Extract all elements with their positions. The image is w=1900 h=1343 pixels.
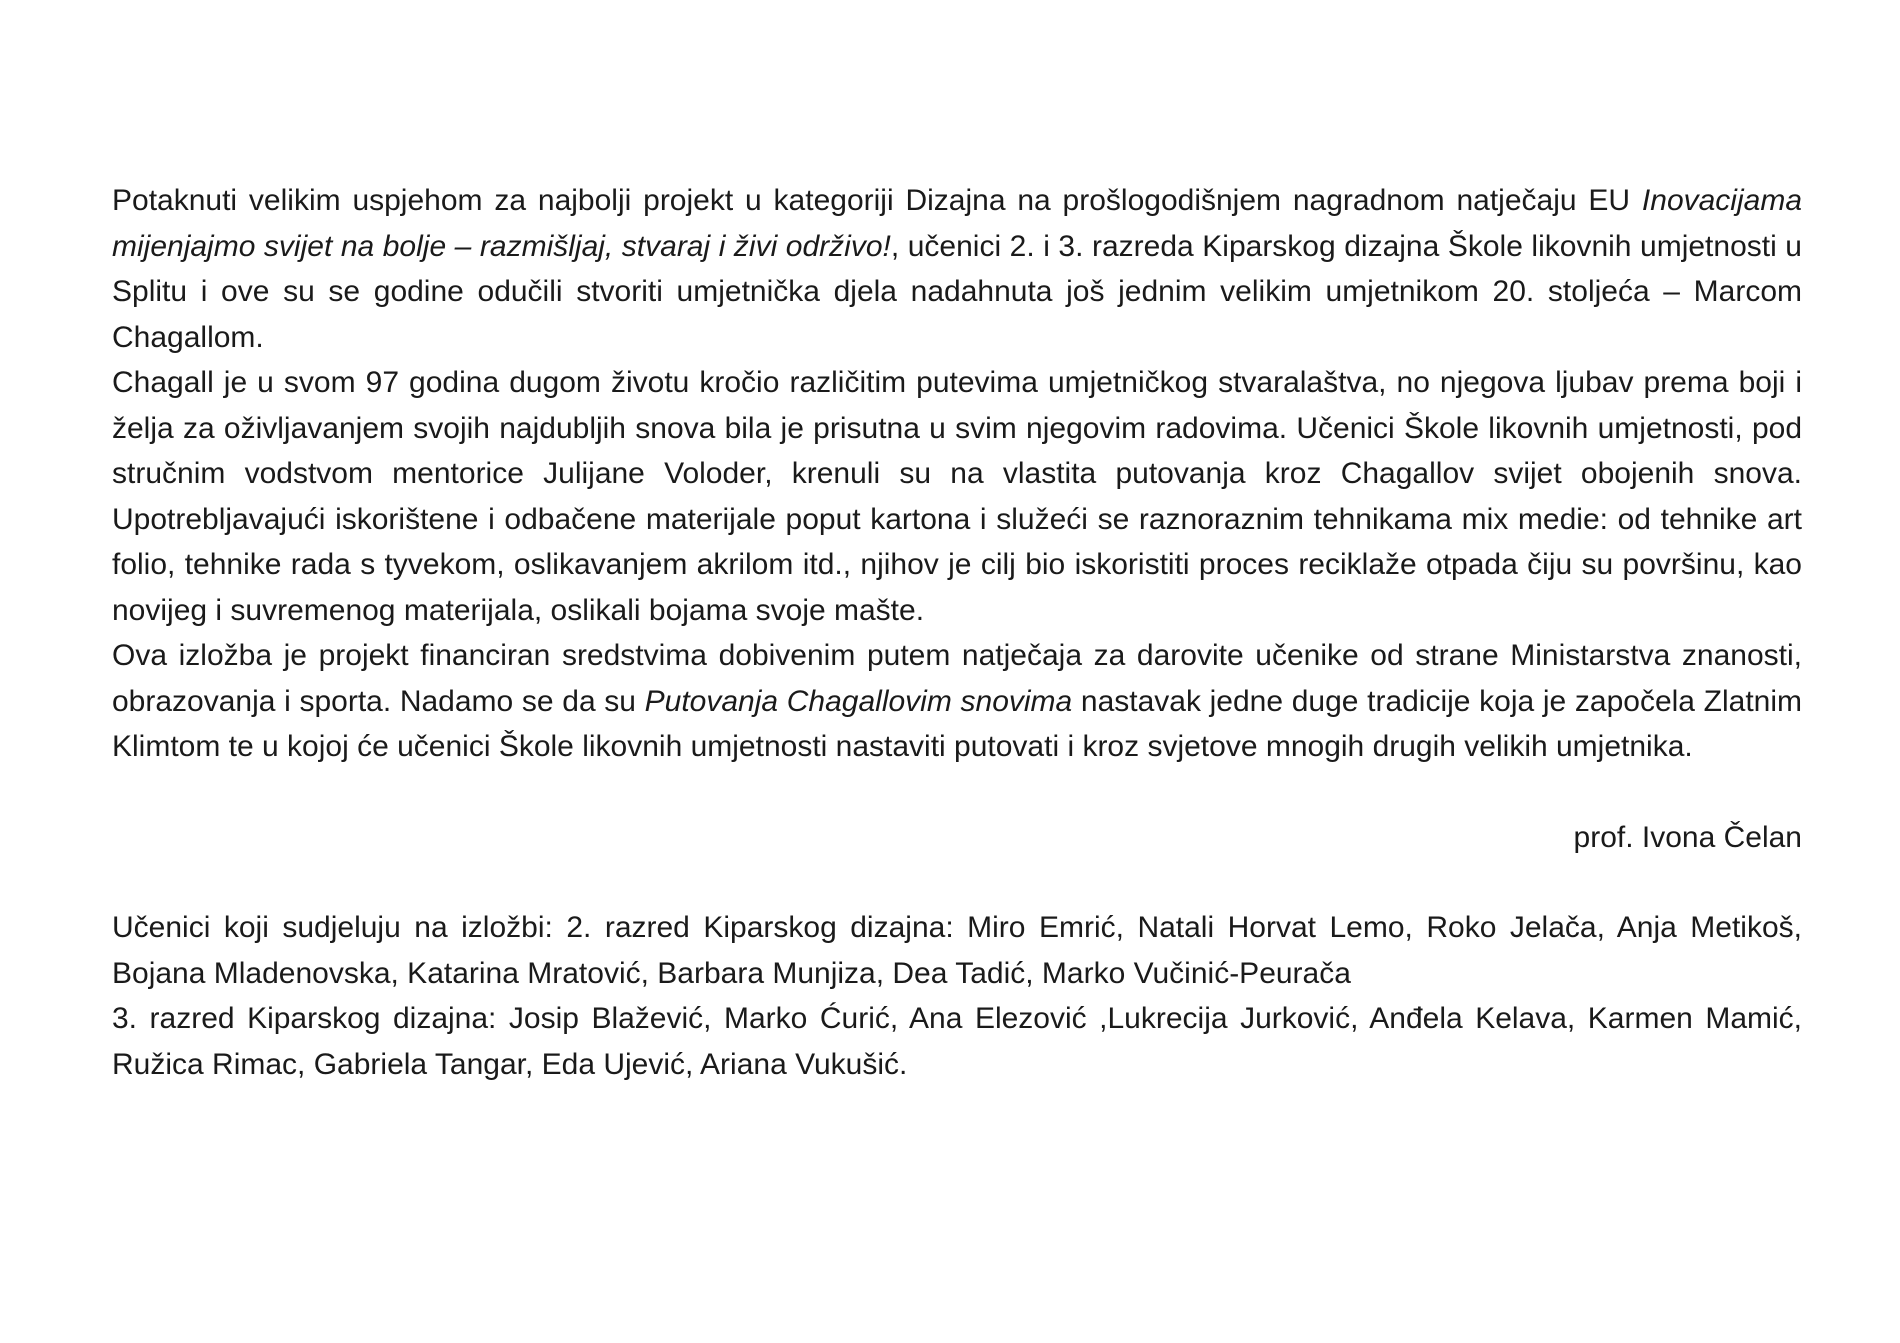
exhibition-title: Putovanja Chagallovim snovima (644, 684, 1073, 718)
paragraph-intro-text-b: , učenici 2. i 3. razreda Kiparskog dizajna Škole likovnih umjetnosti u Splitu i ove su se godine odučili stvoriti umjetnička djela nadahnuta još jednim velikim umjetnikom 20. stoljeća – Marcom Chagallom. (112, 229, 1802, 354)
document-body (112, 178, 1802, 1087)
paragraph-exhibition-text-b: nastavak jedne duge tradicije koja je započela Zlatnim Klimtom te u kojoj će učenici Škole likovnih umjetnosti nastaviti putovati i kroz svjetove mnogih drugih velikih umjetnika. (112, 684, 1802, 763)
competition-title: Inovacijama mijenjajmo svijet na bolje – razmišljaj, stvaraj i živi održivo! (112, 184, 1802, 263)
paragraph-intro-text-a: Potaknuti velikim uspjehom za najbolji projekt u kategoriji Dizajna na prošlogodišnjem nagradnom natječaju EU (112, 184, 1642, 217)
paragraph-exhibition (112, 633, 1802, 770)
students-class-3: 3. razred Kiparskog dizajna: Josip Blažević, Marko Ćurić, Ana Elezović ,Lukrecija Jurković, Anđela Kelava, Karmen Mamić, Ružica Rimac, Gabriela Tangar, Eda Ujević, Ariana Vukušić. (112, 1002, 1802, 1081)
paragraph-intro (112, 178, 1802, 360)
paragraph-exhibition-text-a: Ova izložba je projekt financiran sredstvima dobivenim putem natječaja za darovite učenike od strane Ministarstva znanosti, obrazovanja i sporta. Nadamo se da su (112, 639, 1802, 718)
paragraph-chagall: Chagall je u svom 97 godina dugom životu kročio različitim putevima umjetničkog stvaralaštva, no njegova ljubav prema boji i želja za oživljavanjem svojih najdubljih snova bila je prisutna u svim njegovim radovima. Učenici Škole likovnih umjetnosti, pod stručnim vodstvom mentorice Julijane Voloder, krenuli su na vlastita putovanja kroz Chagallov svijet obojenih snova. Upotrebljavajući iskorištene i odbačene materijale poput kartona i služeći se raznoraznim tehnikama mix medie: od tehnike art folio, tehnike rada s tyvekom, oslikavanjem akrilom itd., njihov je cilj bio iskoristiti proces reciklaže otpada čiju su površinu, kao novijeg i suvremenog materijala, oslikali bojama svoje mašte. (112, 366, 1802, 627)
author-signature: prof. Ivona Čelan (1573, 820, 1802, 854)
students-class-2: Učenici koji sudjeluju na izložbi: 2. razred Kiparskog dizajna: Miro Emrić, Natali Horvat Lemo, Roko Jelača, Anja Metikoš, Bojana Mladenovska, Katarina Mratović, Barbara Munjiza, Dea Tadić, Marko Vučinić-Peurača (112, 911, 1802, 990)
